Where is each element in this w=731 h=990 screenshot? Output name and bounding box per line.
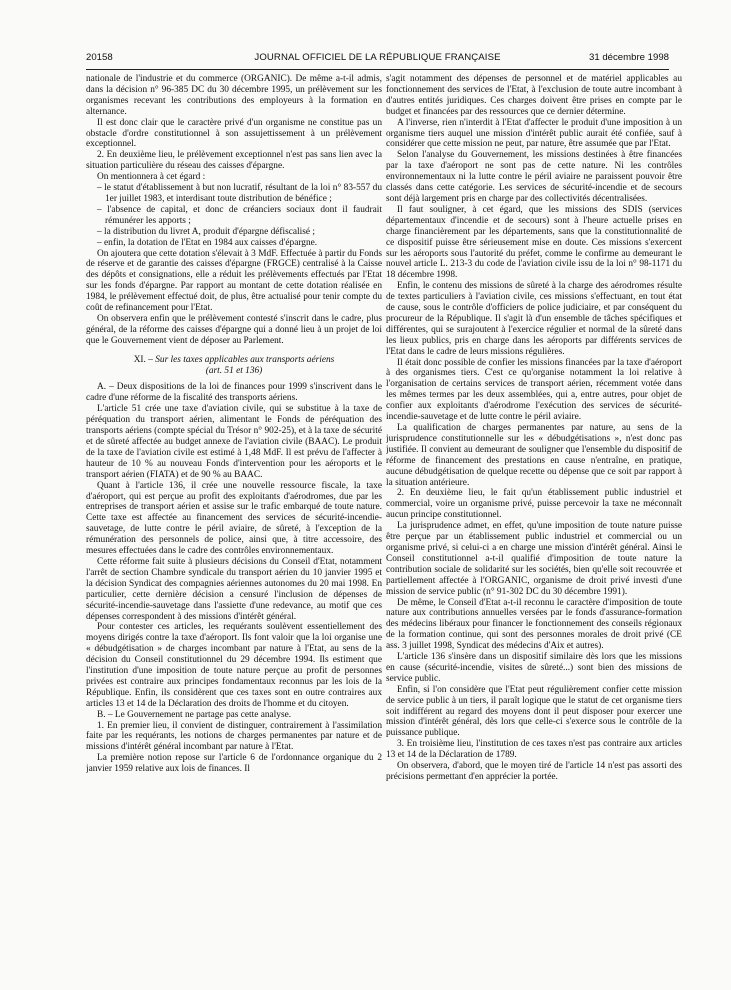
- paragraph: nationale de l'industrie et du commerce (ORGANIC). De même a-t-il admis, dans la décision n° 96-385 DC du 30 décembre 1995, un prélèvement sur les organismes recevant les contributions des employeurs à la formation en alternance.: [86, 74, 382, 117]
- section-heading: [86, 355, 382, 377]
- paragraph: Selon l'analyse du Gouvernement, les missions destinées à être financées par la taxe d'aéroport ne sont pas de cette nature. Ni les contrôles environnementaux ni la lutte contre le péril aviaire ne paraissent pouvoir être classés dans cette catégorie. Les services de sécurité-incendie et de secours sont déjà largement pris en charge par des collectivités décentralisées.: [386, 150, 682, 204]
- paragraph: A l'inverse, rien n'interdit à l'Etat d'affecter le produit d'une imposition à un organisme tiers auquel une mission d'intérêt public aurait été confiée, sauf à considérer que cette mission ne peut, par nature, être assumée que par l'Etat.: [386, 117, 682, 150]
- journal-title: JOURNAL OFFICIEL DE LA RÉPUBLIQUE FRANÇAISE: [254, 52, 501, 63]
- list-item: – le statut d'établissement à but non lucratif, résultant de la loi n° 83-557 du 1er juillet 1983, et interdisant toute distribution de bénéfice ;: [97, 183, 382, 204]
- paragraph: B. – Le Gouvernement ne partage pas cette analyse.: [97, 709, 292, 720]
- paragraph: 1. En premier lieu, il convient de distinguer, contrairement à l'assimilation faite par les requérants, les notions de charges permanentes par nature et de missions d'intérêt général incombant par nature à l'Etat.: [86, 720, 382, 753]
- paragraph: On observera enfin que le prélèvement contesté s'inscrit dans le cadre, plus général, de la réforme des caisses d'épargne qui a donné lieu à un projet de loi que le Gouvernement vient de déposer au Parlement.: [86, 313, 382, 346]
- paragraph: La qualification de charges permanentes par nature, au sens de la jurisprudence constitutionnelle sur les « débudgétisations », n'est donc pas justifiée. Il convient au demeurant de souligner que l'ensemble du dispositif de réforme de financement des prestations en cause n'entraîne, en pratique, aucune débudgétisation de quelque recette ou dépense que ce soit par rapport à la situation antérieure.: [386, 423, 682, 488]
- list-item: – l'absence de capital, et donc de créanciers sociaux dont il faudrait rémunérer les apports ;: [97, 204, 382, 226]
- list-item: – enfin, la dotation de l'Etat en 1984 aux caisses d'épargne.: [97, 237, 318, 248]
- section-articles: (art. 51 et 136): [205, 365, 263, 376]
- paragraph: Il faut souligner, à cet égard, que les missions des SDIS (services départementaux d'incendie et de secours) sont à l'heure actuelle prises en charge financièrement par les départements, sans que la constitutionnalité de ce dispositif puisse être sérieusement mise en doute. Ces missions s'exercent sur les aéroports sous l'autorité du préfet, comme le confirme au demeurant le nouvel article L. 213-3 du code de l'aviation civile issu de la loi n° 98-1171 du 18 décembre 1998.: [386, 204, 682, 281]
- paragraph: 2. En deuxième lieu, le prélèvement exceptionnel n'est pas sans lien avec la situation particulière du réseau des caisses d'épargne.: [86, 150, 382, 172]
- left-column: [86, 74, 382, 964]
- paragraph: 3. En troisième lieu, l'institution de ces taxes n'est pas contraire aux articles 13 et 14 de la Déclaration de 1789.: [386, 739, 682, 761]
- issue-date: 31 décembre 1998: [588, 52, 669, 63]
- paragraph: 2. En deuxième lieu, le fait qu'un établissement public industriel et commercial, voire un organisme privé, puisse percevoir la taxe ne méconnaît aucun principe constitutionnel.: [386, 488, 682, 521]
- paragraph: De même, le Conseil d'Etat a-t-il reconnu le caractère d'imposition de toute nature aux contributions annuelles versées par le fonds d'assurance-formation des médecins libéraux pour financer le fonctionnement des conseils régionaux de la formation continue, qui sont des personnes morales de droit privé (CE ass. 3 juillet 1998, Syndicat des médecins d'Aix et autres).: [386, 597, 682, 652]
- right-column: [386, 74, 682, 964]
- paragraph: Enfin, si l'on considère que l'Etat peut régulièrement confier cette mission de service public à un tiers, il paraît logique que le statut de cet organisme tiers soit indifférent au regard des moyens dont il peut disposer pour exercer une mission d'intérêt général, dès lors que celle-ci s'exerce sous le contrôle de la puissance publique.: [386, 684, 682, 739]
- paragraph: On mentionnera à cet égard :: [97, 172, 206, 183]
- paragraph: La première notion repose sur l'article 6 de l'ordonnance organique du 2 janvier 1959 relative aux lois de finances. Il: [86, 753, 382, 775]
- paragraph: On observera, d'abord, que le moyen tiré de l'article 14 n'est pas assorti des précisions permettant d'en apprécier la portée.: [386, 761, 682, 782]
- paragraph: L'article 136 s'insère dans un dispositif similaire dès lors que les missions en cause (sécurité-incendie, visites de sûreté...) sont bien des missions de service public.: [386, 652, 682, 684]
- paragraph: Il est donc clair que le caractère privé d'un organisme ne constitue pas un obstacle d'ordre constitutionnel à son assujettissement à un prélèvement exceptionnel.: [86, 117, 382, 150]
- section-number: XI. –: [133, 354, 153, 365]
- paragraph: Pour contester ces articles, les requérants soulèvent essentiellement des moyens dirigés contre la taxe d'aéroport. Ils font valoir que la loi organise une « débudgétisation » de charges incombant par nature à l'Etat, au sens de la décision du Conseil constitutionnel du 29 décembre 1994. Ils estiment que l'institution d'une imposition de toute nature perçue au profit de personnes privées est contraire aux principes fondamentaux reconnus par les lois de la République. Enfin, ils considèrent que ces taxes sont en outre contraires aux articles 13 et 14 de la Déclaration des droits de l'homme et du citoyen.: [86, 622, 382, 709]
- paragraph: s'agit notamment des dépenses de personnel et de matériel applicables au fonctionnement des services de l'Etat, à l'exclusion de toute autre incombant à d'autres entités juridiques. Ces charges doivent être prises en compte par le budget et financées par des ressources que ce dernier détermine.: [386, 74, 682, 117]
- paragraph: A. – Deux dispositions de la loi de finances pour 1999 s'inscrivent dans le cadre d'une réforme de la fiscalité des transports aériens.: [86, 382, 382, 404]
- paragraph: Quant à l'article 136, il crée une nouvelle ressource fiscale, la taxe d'aéroport, qui est perçue au profit des exploitants d'aérodromes, due par les entreprises de transport aérien et assise sur le trafic embarqué de toute nature. Cette taxe est affectée au financement des services de sécurité-incendie-sauvetage, de lutte contre le péril aviaire, de sûreté, à l'exception de la rémunération des personnels de police, ainsi que, à titre accessoire, des mesures effectuées dans le cadre des contrôles environnementaux.: [86, 480, 382, 557]
- paragraph: L'article 51 crée une taxe d'aviation civile, qui se substitue à la taxe de péréquation du transport aérien, alimentant le Fonds de péréquation des transports aériens (compte spécial du Trésor n° 902-25), et à la taxe de sécurité et de sûreté affectée au budget annexe de l'aviation civile (BAAC). Le produit de la taxe de l'aviation civile est estimé à 1,48 MdF. Il est prévu de l'affecter à hauteur de 10 % au nouveau Fonds d'intervention pour les aéroports et le transport aérien (FIATA) et de 90 % au BAAC.: [86, 404, 382, 480]
- paragraph: Il était donc possible de confier les missions financées par la taxe d'aéroport à des organismes tiers. C'est ce qu'organise notamment la loi relative à l'organisation de certains services de transport aérien, récemment votée dans les mêmes termes par les deux assemblées, qui a, entre autres, pour objet de confier aux exploitants d'aérodrome l'exécution des services de sécurité-incendie-sauvetage et de lutte contre le péril aviaire.: [386, 357, 682, 423]
- page-header: [86, 52, 669, 66]
- header-rule: [86, 69, 669, 70]
- paragraph: Enfin, le contenu des missions de sûreté à la charge des aérodromes résulte de textes particuliers à l'aviation civile, ces missions s'effectuant, en tout état de cause, sous le contrôle d'officiers de police judiciaire, et par conséquent du procureur de la République. Il s'agit là d'un ensemble de tâches spécifiques et différentes, qui se surajoutent à l'exercice régulier et normal de la sûreté dans les lieux publics, pris en charge dans les aéroports par différents services de l'Etat dans le cadre de leurs missions régulières.: [386, 281, 682, 357]
- paragraph: La jurisprudence admet, en effet, qu'une imposition de toute nature puisse être perçue par un établissement public industriel et commercial ou un organisme privé, si celui-ci a en charge une mission d'intérêt général. Ainsi le Conseil constitutionnel a-t-il qualifié d'imposition de toute nature la contribution sociale de solidarité sur les sociétés, bien qu'elle soit recouvrée et partiellement affectée à l'ORGANIC, organisme de droit privé investi d'une mission de service public (n° 91-302 DC du 30 décembre 1991).: [386, 521, 682, 597]
- paragraph: Cette réforme fait suite à plusieurs décisions du Conseil d'Etat, notamment l'arrêt de section Chambre syndicale du transport aérien du 10 janvier 1995 et la décision Syndicat des compagnies aériennes autonomes du 20 mai 1998. En particulier, cette dernière décision a censuré l'inclusion de dépenses de sécurité-incendie-sauvetage dans l'assiette d'une redevance, au motif que ces dépenses correspondent à des missions d'intérêt général.: [86, 556, 382, 622]
- page-number: 20158: [86, 52, 113, 63]
- list-item: – la distribution du livret A, produit d'épargne défiscalisé ;: [97, 226, 315, 237]
- paragraph: On ajoutera que cette dotation s'élevait à 3 MdF. Effectuée à partir du Fonds de réserve et de garantie des caisses d'épargne (FRGCE) centralisé à la Caisse des dépôts et consignations, elle a réduit les prélèvements effectués par l'Etat sur les fonds d'épargne. Par rapport au montant de cette dotation réalisée en 1984, le prélèvement effectué doit, de plus, être actualisé pour tenir compte du coût de refinancement pour l'Etat.: [86, 248, 382, 314]
- section-title: Sur les taxes applicables aux transports aériens: [155, 354, 335, 365]
